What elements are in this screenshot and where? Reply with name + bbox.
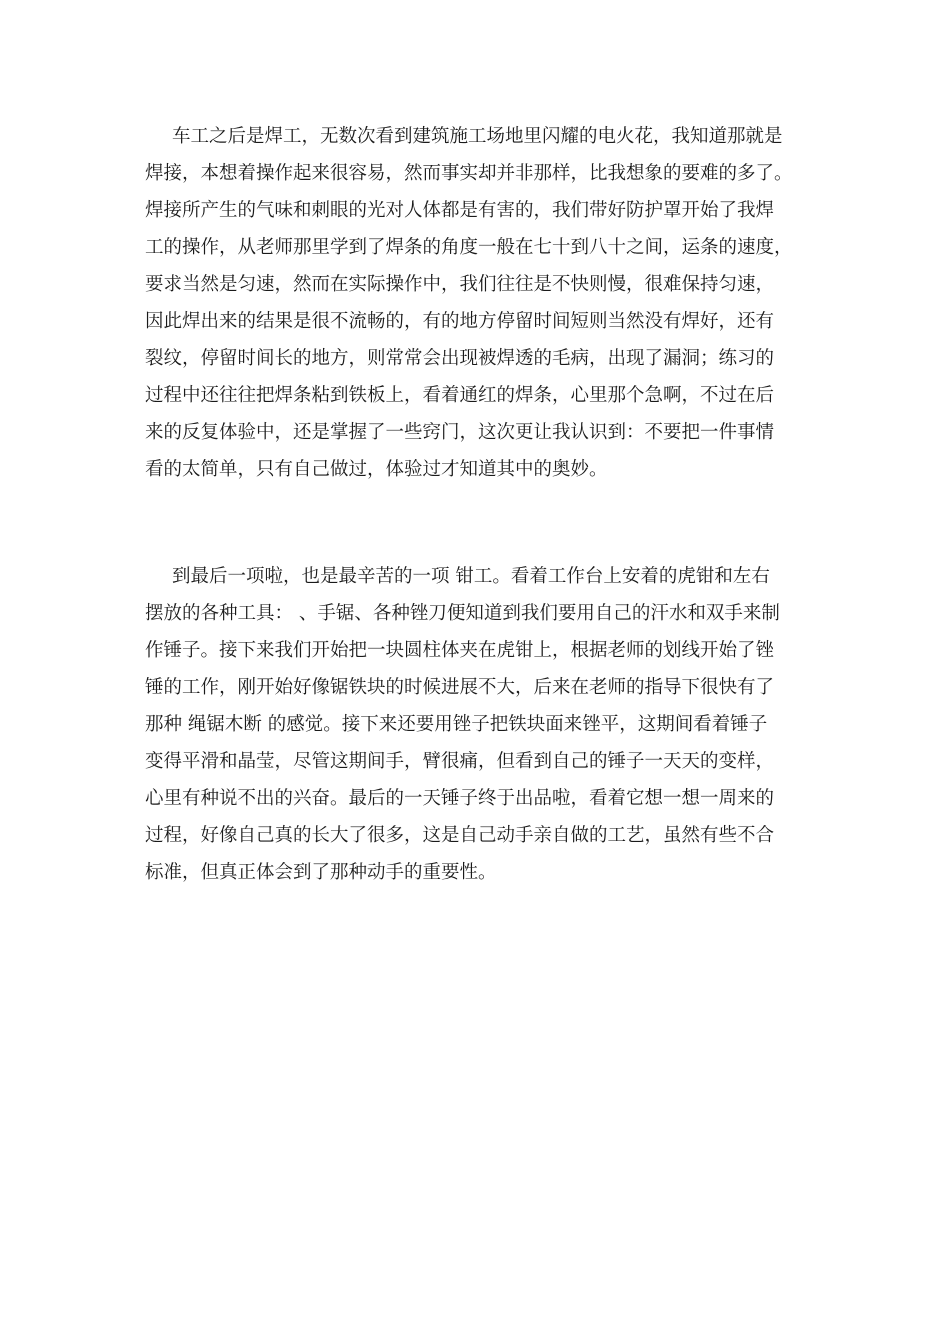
text-line: 标准，但真正体会到了那种动手的重要性。: [145, 862, 497, 883]
paragraph-fitter: [145, 558, 815, 891]
text-line: 来的反复体验中，还是掌握了一些窍门，这次更让我认识到：不要把一件事情: [145, 422, 775, 443]
text-line: 裂纹，停留时间长的地方，则常常会出现被焊透的毛病，出现了漏洞；练习的: [145, 348, 775, 369]
text-line: 焊接，本想着操作起来很容易，然而事实却并非那样，比我想象的要难的多了。: [145, 163, 793, 184]
text-line: 过程中还往往把焊条粘到铁板上，看着通红的焊条，心里那个急啊，不过在后: [145, 385, 775, 406]
text-line: 那种 绳锯木断 的感觉。接下来还要用锉子把铁块面来锉平，这期间看着锤子: [145, 714, 768, 735]
text-line: 因此焊出来的结果是很不流畅的，有的地方停留时间短则当然没有焊好，还有: [145, 311, 775, 332]
text-line: 过程，好像自己真的长大了很多，这是自己动手亲自做的工艺，虽然有些不合: [145, 825, 775, 846]
text-line: 焊接所产生的气味和刺眼的光对人体都是有害的，我们带好防护罩开始了我焊: [145, 200, 775, 221]
text-line: 工的操作，从老师那里学到了焊条的角度一般在七十到八十之间，运条的速度，: [145, 237, 793, 258]
text-line: 心里有种说不出的兴奋。最后的一天锤子终于出品啦，看着它想一想一周来的: [145, 788, 775, 809]
text-line: 作锤子。接下来我们开始把一块圆柱体夹在虎钳上，根据老师的划线开始了锉: [145, 640, 775, 661]
text-line: 变得平滑和晶莹，尽管这期间手，臂很痛，但看到自己的锤子一天天的变样，: [145, 751, 775, 772]
text-line: 锤的工作，刚开始好像锯铁块的时候进展不大，后来在老师的指导下很快有了: [145, 677, 775, 698]
text-line: 到最后一项啦，也是最辛苦的一项 钳工。看着工作台上安着的虎钳和左右: [172, 566, 770, 587]
text-line: 车工之后是焊工，无数次看到建筑施工场地里闪耀的电火花，我知道那就是: [172, 126, 783, 147]
text-line: 要求当然是匀速，然而在实际操作中，我们往往是不快则慢，很难保持匀速，: [145, 274, 775, 295]
text-line: 看的太简单，只有自己做过，体验过才知道其中的奥妙。: [145, 459, 608, 480]
text-line: 摆放的各种工具： 、手锯、各种锉刀便知道到我们要用自己的汗水和双手来制: [145, 603, 780, 624]
paragraph-welding: [145, 118, 815, 488]
